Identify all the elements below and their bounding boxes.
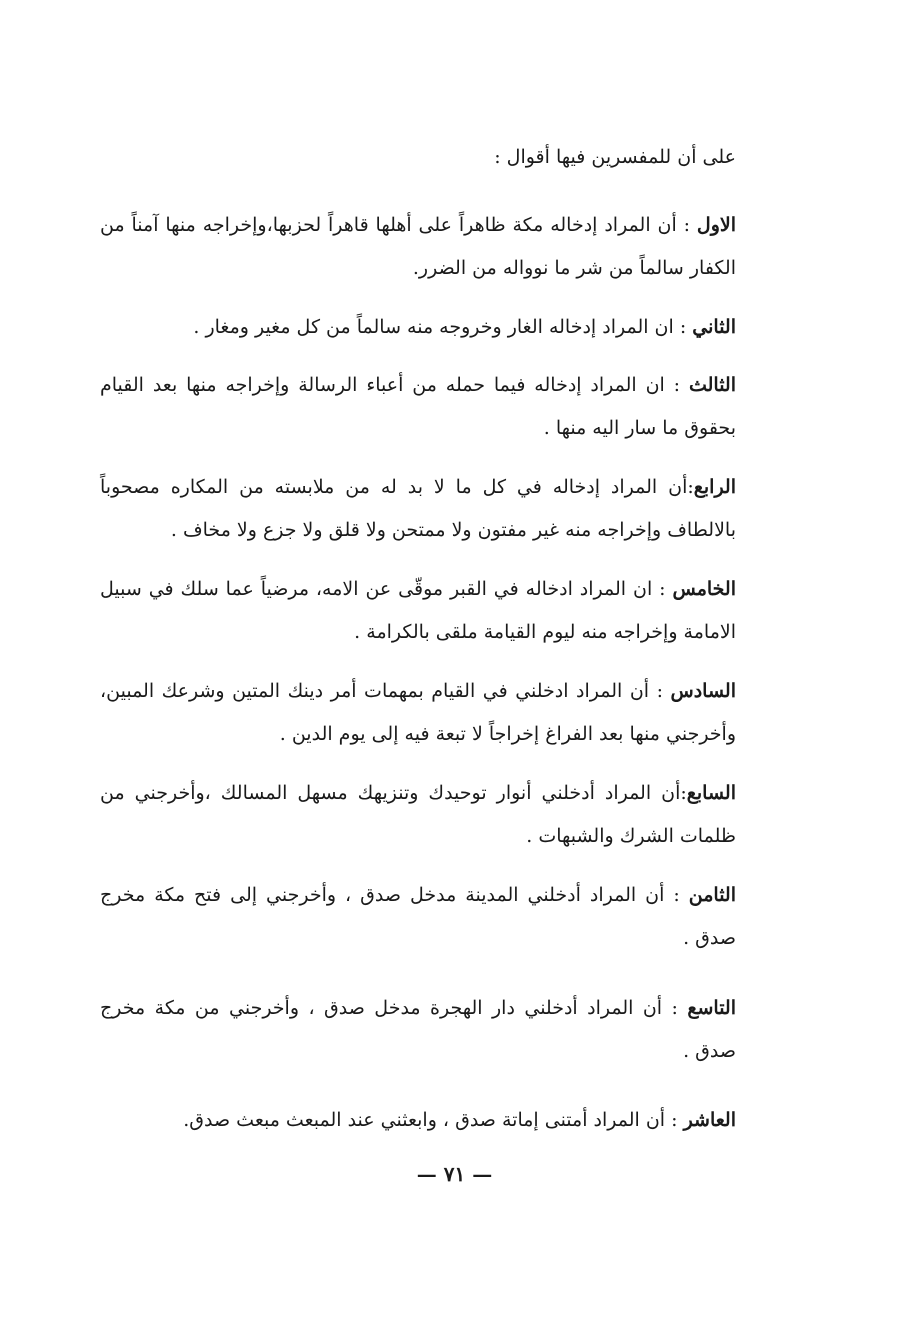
opinion-first xyxy=(100,204,736,290)
opinion-text: : ان المراد إدخاله الغار وخروجه منه سالماً من كل مغير ومغار . xyxy=(193,316,693,338)
opinion-ninth xyxy=(100,987,736,1073)
opinion-sixth xyxy=(100,670,736,756)
opinion-label: الرابع xyxy=(693,476,736,498)
opinion-text: :أن المراد أدخلني أنوار توحيدك وتنزيهك مسهل المسالك ،وأخرجني من ظلمات الشرك والشبهات . xyxy=(100,782,736,847)
intro-text: على أن للمفسرين فيها أقوال : xyxy=(494,146,736,168)
opinion-label: الثالث xyxy=(688,374,736,396)
opinion-second xyxy=(100,306,736,349)
opinion-text: : أن المراد أدخلني المدينة مدخل صدق ، وأخرجني إلى فتح مكة مخرج صدق . xyxy=(100,884,736,949)
opinion-text: :أن المراد إدخاله في كل ما لا بد له من ملابسته من المكاره مصحوباً بالالطاف وإخراجه منه غير مفتون ولا ممتحن ولا قلق ولا جزع ولا مخاف . xyxy=(100,476,736,541)
opinion-label: السابع xyxy=(686,782,736,804)
opinion-tenth xyxy=(100,1099,736,1142)
opinion-text: : أن المراد إدخاله مكة ظاهراً على أهلها قاهراً لحزبها،وإخراجه منها آمناً من الكفار سالماً من شر ما نوواله من الضرر. xyxy=(100,214,736,279)
opinion-label: التاسع xyxy=(687,997,736,1019)
opinion-label: الاول xyxy=(696,214,736,236)
opinion-label: السادس xyxy=(670,680,736,702)
opinion-text: : ان المراد ادخاله في القبر موقّى عن الامه، مرضياً عما سلك في سبيل الامامة وإخراجه منه ليوم القيامة ملقى بالكرامة . xyxy=(100,578,736,643)
opinion-label: الخامس xyxy=(672,578,736,600)
opinion-text: : أن المراد أمتنى إماتة صدق ، وابعثني عند المبعث مبعث صدق. xyxy=(183,1109,684,1131)
opinion-eighth xyxy=(100,874,736,960)
intro-line xyxy=(100,136,736,179)
opinion-label: العاشر xyxy=(683,1109,736,1131)
opinion-label: الثاني xyxy=(692,316,736,338)
opinion-text: : ان المراد إدخاله فيما حمله من أعباء الرسالة وإخراجه منها بعد القيام بحقوق ما سار اليه منها . xyxy=(100,374,736,439)
page-number: — ٧١ — xyxy=(416,1162,493,1186)
opinion-seventh xyxy=(100,772,736,858)
opinion-text: : أن المراد أدخلني دار الهجرة مدخل صدق ، وأخرجني من مكة مخرج صدق . xyxy=(100,997,736,1062)
opinion-fourth xyxy=(100,466,736,552)
opinion-label: الثامن xyxy=(688,884,736,906)
opinion-third xyxy=(100,364,736,450)
opinion-text: : أن المراد ادخلني في القيام بمهمات أمر دينك المتين وشرعك المبين، وأخرجني منها بعد الفراغ إخراجاً لا تبعة فيه إلى يوم الدين . xyxy=(100,680,736,745)
opinion-fifth xyxy=(100,568,736,654)
